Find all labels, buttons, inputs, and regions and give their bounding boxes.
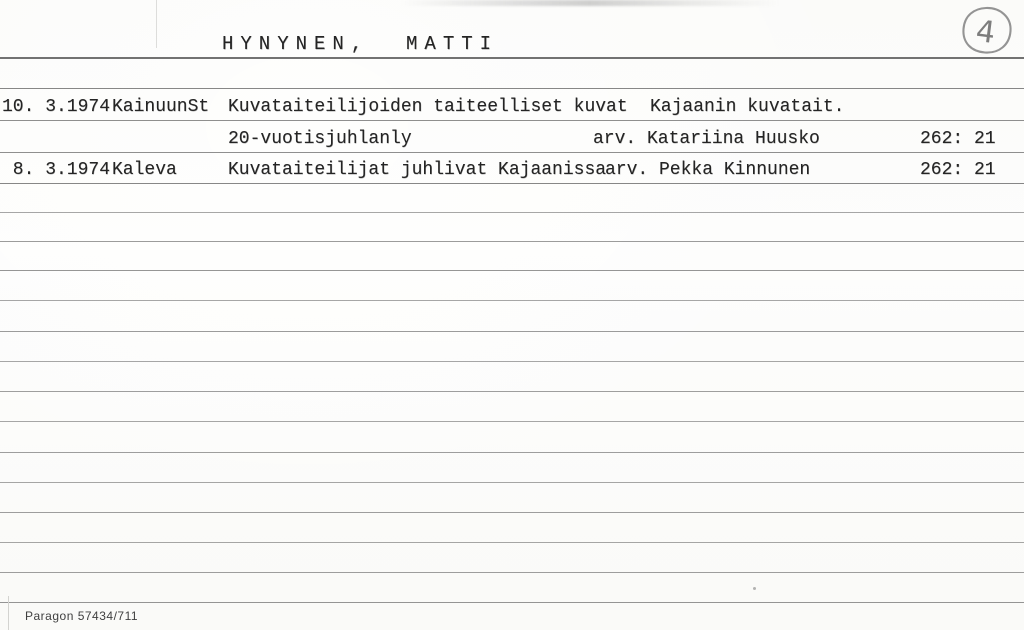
entry-date: 8. 3.1974 xyxy=(2,160,111,180)
scan-edge-mark xyxy=(8,596,9,630)
scan-smudge xyxy=(400,0,780,6)
ruled-line xyxy=(0,300,1024,301)
ruled-line xyxy=(0,452,1024,453)
page-number: 4 xyxy=(973,13,998,51)
ruled-line xyxy=(0,241,1024,242)
scan-speck xyxy=(753,587,756,590)
entry-subtitle: 20-vuotisjuhlanly xyxy=(228,129,412,149)
ruled-line xyxy=(0,391,1024,392)
ruled-line xyxy=(0,421,1024,422)
entry-ref: 262: 21 xyxy=(920,160,996,180)
entry-ref: 262: 21 xyxy=(920,129,996,149)
entry-note: Kajaanin kuvatait. xyxy=(650,97,845,117)
ruled-line xyxy=(0,331,1024,332)
entry-reviewer: arv. Katariina Huusko xyxy=(593,129,820,149)
entry-row-continuation xyxy=(0,129,1024,153)
card-heading: HYNYNEN, MATTI xyxy=(222,33,499,55)
entry-source: Kaleva xyxy=(112,160,177,180)
entry-date: 10. 3.1974 xyxy=(2,97,111,117)
scan-crease xyxy=(156,0,157,48)
printer-imprint: Paragon 57434/711 xyxy=(25,609,139,623)
entry-source: KainuunSt xyxy=(112,97,210,117)
ruled-line xyxy=(0,57,1024,59)
entry-row xyxy=(0,160,1024,184)
entry-title: Kuvataiteilijat juhlivat Kajaanissa xyxy=(228,160,607,180)
ruled-line xyxy=(0,572,1024,573)
ruled-line xyxy=(0,512,1024,513)
ruled-line xyxy=(0,212,1024,213)
ruled-line xyxy=(0,482,1024,483)
ruled-line xyxy=(0,602,1024,603)
ruled-line xyxy=(0,270,1024,271)
ruled-line xyxy=(0,88,1024,89)
entry-reviewer: arv. Pekka Kinnunen xyxy=(605,160,811,180)
ruled-line xyxy=(0,542,1024,543)
entry-title: Kuvataiteilijoiden taiteelliset kuvat xyxy=(228,97,628,117)
circled-page-number xyxy=(956,4,1016,60)
entry-row xyxy=(0,97,1024,121)
ruled-line xyxy=(0,361,1024,362)
